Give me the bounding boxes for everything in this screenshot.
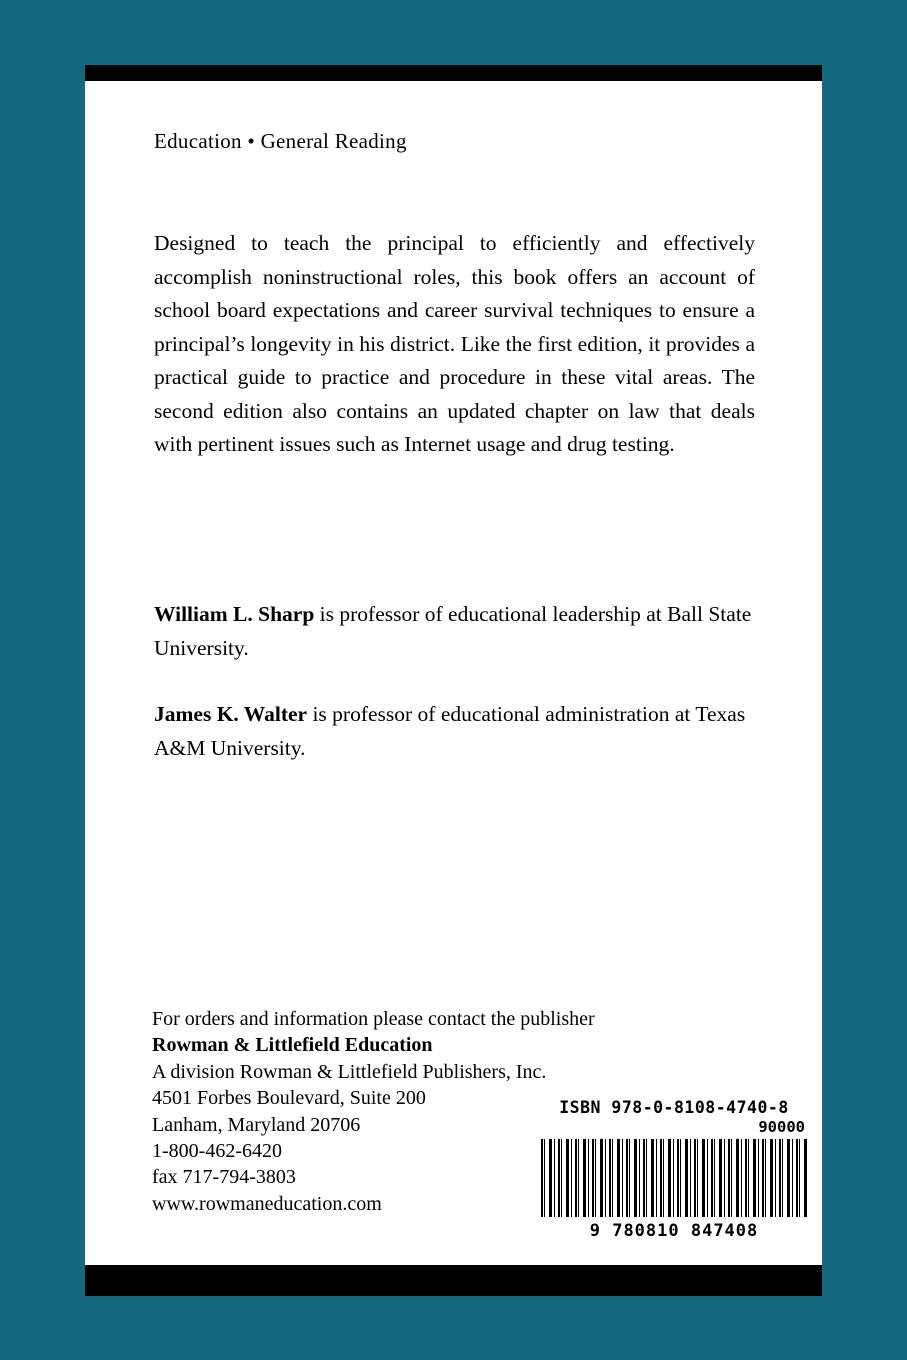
barcode-digits: 9 780810 847408 (589, 1221, 759, 1241)
author-bio-text: is professor of educational administration at Texas A&M University. (154, 702, 746, 760)
top-black-bar (85, 65, 822, 81)
publisher-phone: 1-800-462-6420 (152, 1140, 282, 1163)
isbn-label: ISBN 978-0-8108-4740-8 (559, 1098, 789, 1117)
author-bio-text: is professor of educational leadership at Ball State University. (154, 602, 752, 660)
bottom-black-bar (85, 1265, 822, 1296)
author-name: James K. Walter (154, 702, 308, 726)
book-description: Designed to teach the principal to efficiently and effectively accomplish noninstructional roles, this book offers an account of school board expectations and career survival techniques to ensure a principal’s longevity in his district. Like the first edition, it provides a practical guide to practice and procedure in these vital areas. The second edition also contains an updated chapter on law that deals with pertinent issues such as Internet usage and drug testing. (154, 231, 755, 456)
author-name: William L. Sharp (154, 602, 315, 626)
book-cover-page (85, 65, 822, 1296)
publisher-contact-line: For orders and information please contact the publisher (152, 1008, 595, 1030)
author-bio (154, 598, 755, 665)
barcode-price-code: 90000 (758, 1118, 805, 1136)
publisher-division: A division Rowman & Littlefield Publishers, Inc. (152, 1060, 547, 1083)
barcode-panel (533, 1095, 815, 1253)
publisher-address-line1: 4501 Forbes Boulevard, Suite 200 (152, 1087, 426, 1110)
publisher-website: www.rowmaneducation.com (152, 1192, 382, 1215)
publisher-address-line2: Lanham, Maryland 20706 (152, 1113, 361, 1136)
publisher-fax: fax 717-794-3803 (152, 1166, 296, 1189)
publisher-name: Rowman & Littlefield Education (152, 1034, 433, 1057)
barcode-image (541, 1139, 807, 1217)
category-line: Education • General Reading (154, 129, 407, 153)
author-bio (154, 698, 755, 765)
